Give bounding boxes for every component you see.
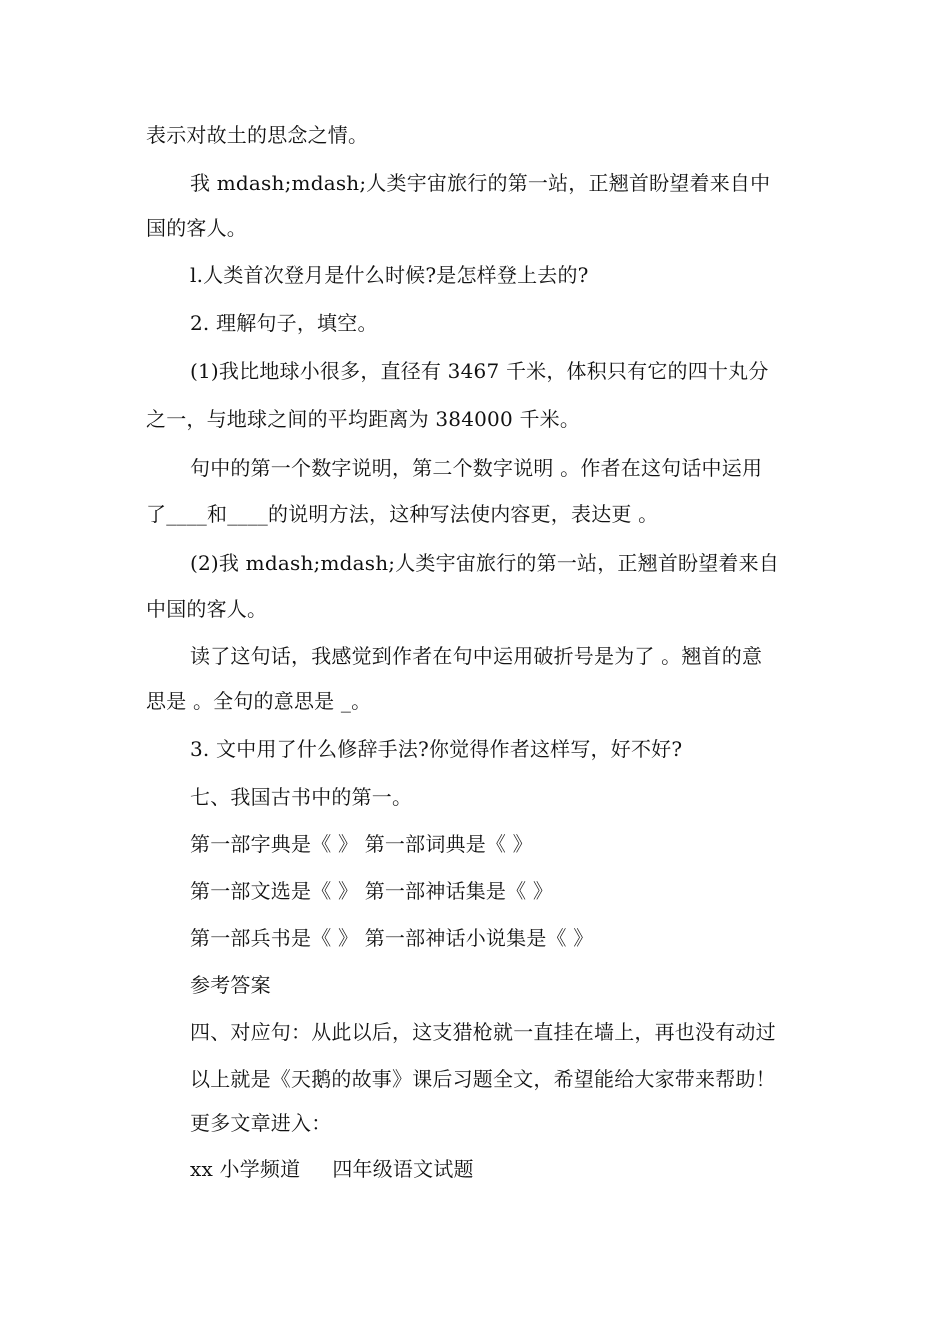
text-line: 句中的第一个数字说明，第二个数字说明 。作者在这句话中运用 <box>190 456 763 480</box>
text-line: 第一部字典是《 》 第一部词典是《 》 <box>190 832 533 856</box>
text-line: l.人类首次登月是什么时候?是怎样登上去的? <box>190 263 589 287</box>
text-line: 第一部文选是《 》 第一部神话集是《 》 <box>190 879 554 903</box>
text-line: 读了这句话，我感觉到作者在句中运用破折号是为了 。翘首的意 <box>190 644 763 668</box>
text-line: 七、我国古书中的第一。 <box>190 785 413 809</box>
text-line: 以上就是《天鹅的故事》课后习题全文，希望能给大家带来帮助！ <box>190 1067 776 1091</box>
text-line: 四、对应句：从此以后，这支猎枪就一直挂在墙上，再也没有动过 <box>190 1020 776 1044</box>
text-line: (1)我比地球小很多，直径有 3467 千米，体积只有它的四十丸分 <box>190 359 769 383</box>
text-line: 我 mdash;mdash;人类宇宙旅行的第一站，正翘首盼望着来自中 <box>190 171 771 195</box>
text-line: 国的客人。 <box>146 216 247 240</box>
text-line: 中国的客人。 <box>146 597 268 621</box>
category-link[interactable]: 四年级语文试题 <box>332 1157 474 1181</box>
channel-link[interactable]: xx 小学频道 <box>190 1157 301 1181</box>
text-line: 思是 。全句的意思是 _。 <box>146 689 372 713</box>
link-row <box>190 1156 474 1182</box>
text-line: 3. 文中用了什么修辞手法?你觉得作者这样写，好不好? <box>190 737 683 761</box>
text-line: 参考答案 <box>190 973 271 997</box>
text-line: 之一，与地球之间的平均距离为 384000 千米。 <box>146 407 581 431</box>
text-line: 2. 理解句子，填空。 <box>190 311 378 335</box>
text-line: 表示对故土的思念之情。 <box>146 123 369 147</box>
text-line: 第一部兵书是《 》 第一部神话小说集是《 》 <box>190 926 594 950</box>
text-line: (2)我 mdash;mdash;人类宇宙旅行的第一站，正翘首盼望着来自 <box>190 551 780 575</box>
text-line: 了____和____的说明方法，这种写法使内容更，表达更 。 <box>146 502 659 526</box>
text-line: 更多文章进入： <box>190 1111 332 1135</box>
